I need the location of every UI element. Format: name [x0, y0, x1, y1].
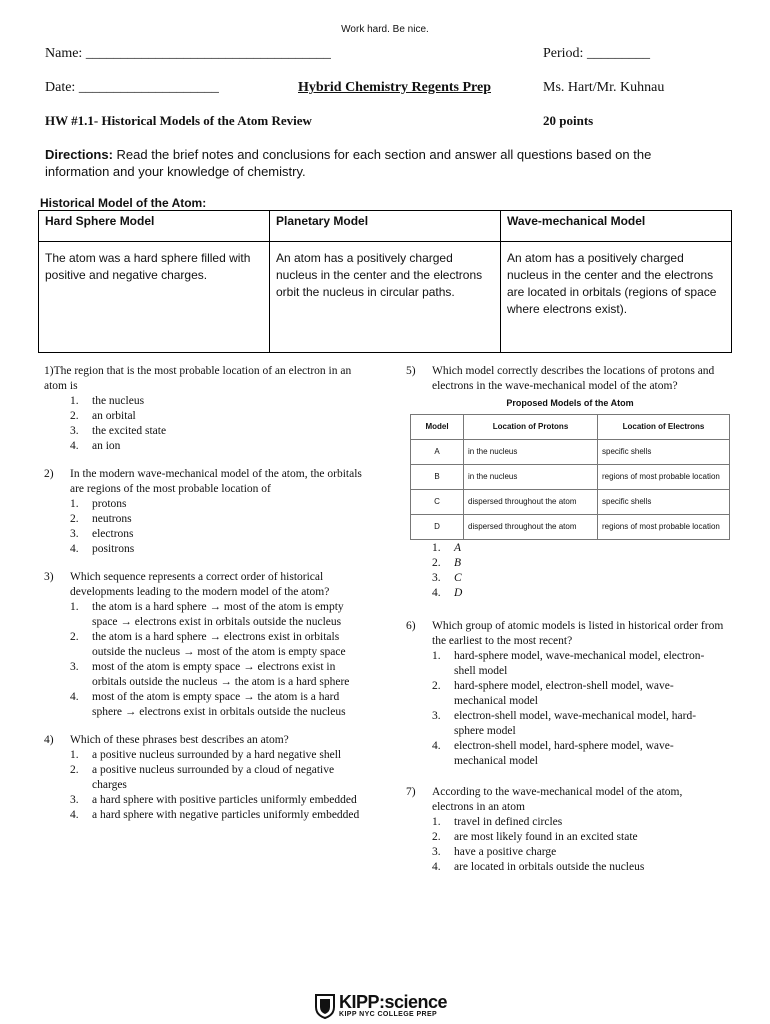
name-field-label: Name: ___________________________________ [45, 46, 331, 61]
option: 4. most of the atom is empty space → the atom is a hard sphere → electrons exist in orbitals outside the nucleus [70, 691, 346, 718]
question-5-options [406, 541, 726, 601]
option: 2. a positive nucleus surrounded by a cloud of negative charges [70, 764, 335, 791]
option: 2. an orbital [70, 410, 136, 422]
option: 2. hard-sphere model, electron-shell model, wave-mechanical model [432, 680, 674, 707]
points: 20 points [543, 113, 594, 128]
proposed-models-table [410, 414, 730, 540]
question-3 [44, 570, 362, 720]
cell-planetary: An atom has a positively charged nucleus in the center and the electrons orbit the nucleus in circular paths. [270, 242, 501, 353]
question-stem: 1)The region that is the most probable location of an electron in an atom is [44, 365, 352, 392]
option: 2. neutrons [70, 513, 132, 525]
option: 3. have a positive charge [432, 846, 557, 858]
directions-label: Directions: [45, 147, 113, 162]
directions-text: Read the brief notes and conclusions for each section and answer all questions based on the information and your knowledge of chemistry. [45, 147, 652, 179]
header-electrons: Location of Electrons [598, 415, 730, 440]
motto: Work hard. Be nice. [341, 24, 429, 35]
shield-icon [315, 993, 335, 1019]
option: 3. electrons [70, 528, 134, 540]
cell-wave-mechanical: An atom has a positively charged nucleus in the center and the electrons are located in orbitals (regions of space where electrons exist). [501, 242, 732, 353]
option: 1. the atom is a hard sphere → most of the atom is empty space → electrons exist in orbitals outside the nucleus [70, 601, 344, 628]
option: 2. B [432, 557, 462, 569]
table-row: C dispersed throughout the atom specific shells [411, 490, 730, 515]
directions [45, 146, 705, 180]
logo-sub-text: KIPP NYC COLLEGE PREP [339, 1011, 438, 1018]
date-field-label: Date: ____________________ [45, 80, 219, 95]
option: 1. A [432, 542, 462, 554]
option: 1. hard-sphere model, wave-mechanical model, electron-shell model [432, 650, 705, 677]
option: 4. a hard sphere with negative particles uniformly embedded [70, 809, 360, 821]
kipp-science-logo [315, 992, 465, 1020]
table-row: D dispersed throughout the atom regions of most probable location [411, 515, 730, 540]
questions-right-column [406, 619, 724, 888]
header-model: Model [411, 415, 464, 440]
cell-hard-sphere: The atom was a hard sphere filled with positive and negative charges. [39, 242, 270, 353]
option: 2. are most likely found in an excited state [432, 831, 638, 843]
table-row: B in the nucleus regions of most probable location [411, 465, 730, 490]
option: 4. positrons [70, 543, 135, 555]
option: 4. D [432, 587, 463, 599]
question-stem: 4) Which of these phrases best describes an atom? [44, 734, 289, 746]
option: 3. a hard sphere with positive particles uniformly embedded [70, 794, 357, 806]
option: 1. the nucleus [70, 395, 145, 407]
question-6 [406, 619, 724, 769]
question-7 [406, 785, 724, 875]
header-hard-sphere: Hard Sphere Model [39, 211, 270, 242]
option: 3. electron-shell model, wave-mechanical model, hard-sphere model [432, 710, 697, 737]
question-1 [44, 364, 362, 454]
header-planetary: Planetary Model [270, 211, 501, 242]
course-title: Hybrid Chemistry Regents Prep [298, 80, 491, 95]
homework-title: HW #1.1- Historical Models of the Atom Review [45, 113, 312, 128]
period-field-label: Period: _________ [543, 46, 650, 61]
option: 1. a positive nucleus surrounded by a hard negative shell [70, 749, 342, 761]
option: 4. an ion [70, 440, 121, 452]
models-table-title: Historical Model of the Atom: [40, 196, 207, 210]
question-2 [44, 467, 362, 557]
option: 4. are located in orbitals outside the nucleus [432, 861, 645, 873]
proposed-models-title: Proposed Models of the Atom [506, 398, 634, 408]
question-stem: 3) Which sequence represents a correct order of historical developments leading to the modern model of the atom? [44, 571, 330, 598]
option: 4. electron-shell model, hard-sphere model, wave-mechanical model [432, 740, 674, 767]
question-stem: 5) Which model correctly describes the locations of protons and electrons in the wave-mechanical model of the atom? [406, 365, 715, 392]
models-table [38, 210, 732, 353]
question-stem: 6) Which group of atomic models is listed in historical order from the earliest to the most recent? [406, 620, 724, 647]
option: 1. protons [70, 498, 127, 510]
question-stem: 2) In the modern wave-mechanical model of the atom, the orbitals are regions of the most probable location of [44, 468, 362, 495]
question-4 [44, 733, 362, 823]
table-row: A in the nucleus specific shells [411, 440, 730, 465]
option: 3. the excited state [70, 425, 167, 437]
header-protons: Location of Protons [464, 415, 598, 440]
option: 3. C [432, 572, 462, 584]
logo-main-text: KIPP:science [339, 992, 448, 1012]
questions-left-column [44, 364, 362, 836]
question-5 [406, 364, 726, 394]
option: 3. most of the atom is empty space → electrons exist in orbitals outside the nucleus → the atom is a hard sphere [70, 661, 350, 688]
question-stem: 7) According to the wave-mechanical model of the atom, electrons in an atom [406, 786, 683, 813]
header-wave-mechanical: Wave-mechanical Model [501, 211, 732, 242]
option: 1. travel in defined circles [432, 816, 563, 828]
option: 2. the atom is a hard sphere → electrons exist in orbitals outside the nucleus → most of the atom is empty space [70, 631, 346, 658]
teachers: Ms. Hart/Mr. Kuhnau [543, 80, 665, 95]
